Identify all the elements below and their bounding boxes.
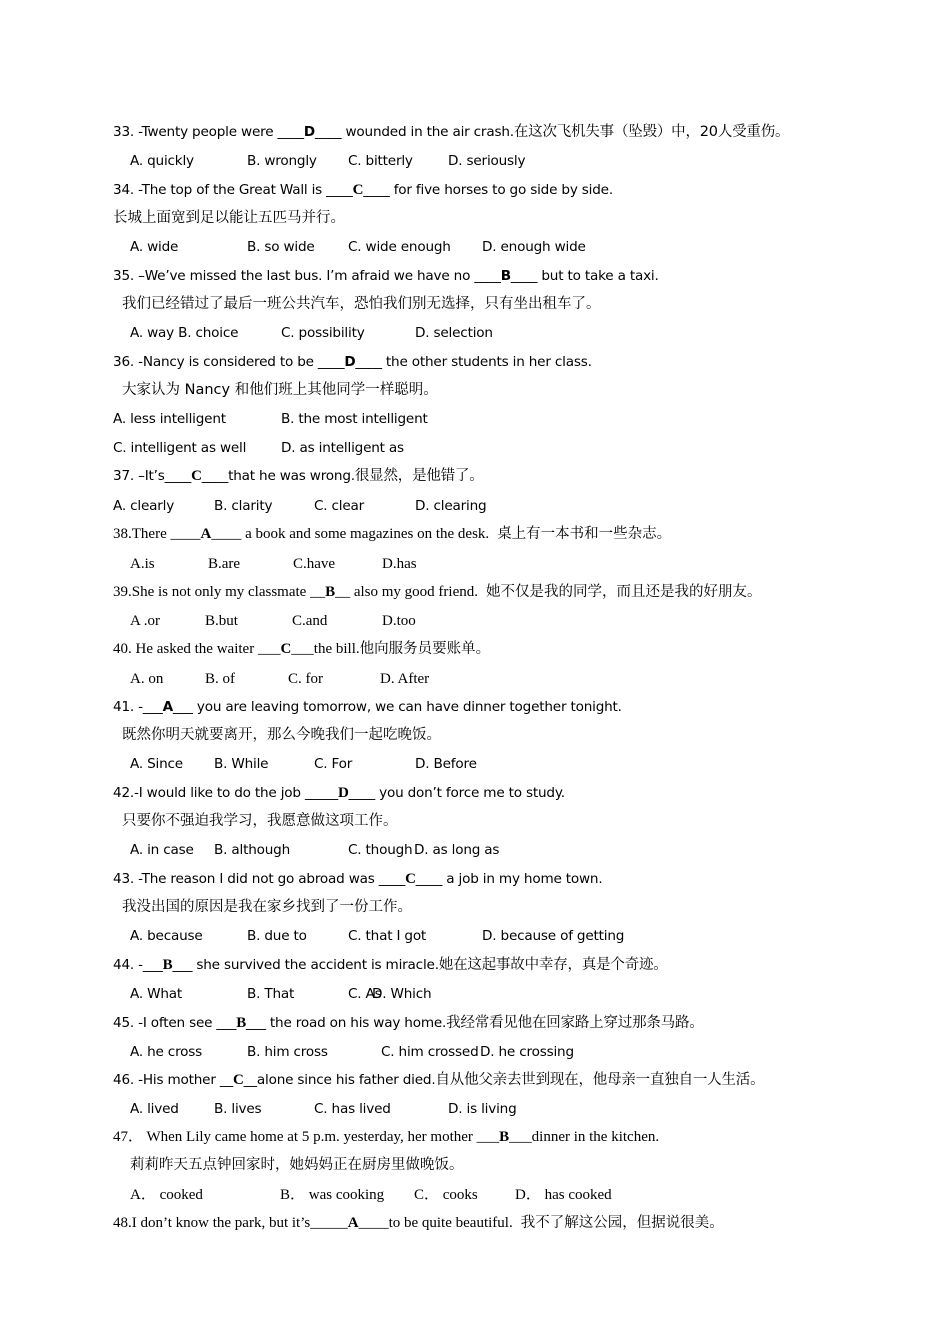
option-c: C. that I got bbox=[348, 928, 427, 944]
question-stem-tail: ____ a job in my home town. bbox=[415, 871, 603, 887]
option-d: D. he crossing bbox=[480, 1044, 574, 1060]
option-c: C. As bbox=[348, 986, 382, 1002]
question-40 bbox=[113, 640, 490, 658]
option-b: B. That bbox=[247, 986, 295, 1002]
option-d: D.has bbox=[382, 556, 417, 572]
option-a: A. wide bbox=[130, 239, 179, 255]
option-d: D. enough wide bbox=[482, 239, 586, 255]
question-stem: 42.-I would like to do the job _____ bbox=[113, 785, 338, 801]
option-d: D.too bbox=[382, 613, 416, 629]
question-stem: 34. -The top of the Great Wall is ____ bbox=[113, 182, 353, 198]
answer-letter: C bbox=[191, 468, 202, 484]
option-a: A. because bbox=[130, 928, 203, 944]
chinese-translation: 在这次飞机失事（坠毁）中，20人受重伤。 bbox=[513, 124, 790, 140]
option-a: A. he cross bbox=[130, 1044, 203, 1060]
question-stem-tail: ___dinner in the kitchen. bbox=[509, 1129, 660, 1145]
question-33 bbox=[113, 123, 789, 141]
answer-letter: B bbox=[325, 584, 336, 600]
chinese-translation: 既然你明天就要离开，那么今晚我们一起吃晚饭。 bbox=[122, 727, 441, 743]
option-b: B. lives bbox=[214, 1101, 262, 1117]
chinese-translation: 大家认为 Nancy 和他们班上其他同学一样聪明。 bbox=[122, 382, 438, 398]
option-b: B. although bbox=[214, 842, 290, 858]
option-b: B.but bbox=[205, 613, 238, 629]
option-d: D. After bbox=[380, 671, 430, 687]
option-b: B． was cooking bbox=[280, 1187, 385, 1203]
chinese-translation: 我们已经错过了最后一班公共汽车，恐怕我们别无选择，只有坐出租车了。 bbox=[122, 296, 601, 312]
option-d: D． has cooked bbox=[515, 1187, 612, 1203]
chinese-translation: 我没出国的原因是我在家乡找到了一份工作。 bbox=[122, 899, 412, 915]
option-d: D. selection bbox=[415, 325, 493, 341]
answer-letter: B bbox=[162, 957, 173, 973]
answer-letter: D bbox=[344, 354, 356, 370]
question-37 bbox=[113, 467, 484, 485]
option-a: A .or bbox=[130, 613, 160, 629]
chinese-translation: 莉莉昨天五点钟回家时，她妈妈正在厨房里做晚饭。 bbox=[130, 1157, 464, 1173]
question-stem-tail: ____to be quite beautiful. bbox=[358, 1215, 513, 1231]
answer-letter: D bbox=[303, 124, 315, 140]
answer-letter: C bbox=[280, 641, 292, 657]
option-d: D. as intelligent as bbox=[281, 440, 404, 456]
chinese-translation: 我不了解这公园，但据说很美。 bbox=[520, 1215, 724, 1231]
option-d: D. as long as bbox=[414, 842, 500, 858]
answer-letter: A bbox=[347, 1215, 359, 1231]
option-a: A. What bbox=[130, 986, 183, 1002]
question-41 bbox=[113, 698, 622, 716]
option-c: C. wide enough bbox=[348, 239, 451, 255]
option-c: C. clear bbox=[314, 498, 365, 514]
option-c: C. For bbox=[314, 756, 353, 772]
chinese-translation: 很显然，是他错了。 bbox=[354, 468, 484, 484]
chinese-translation: 她在这起事故中幸存，真是个奇迹。 bbox=[438, 957, 668, 973]
question-stem: 40. He asked the waiter ___ bbox=[113, 641, 281, 657]
option-b: B. the most intelligent bbox=[281, 411, 428, 427]
option-a: A. clearly bbox=[113, 498, 175, 514]
option-c: C. though bbox=[348, 842, 413, 858]
chinese-translation: 我经常看见他在回家路上穿过那条马路。 bbox=[446, 1015, 704, 1031]
option-c: C. possibility bbox=[281, 325, 365, 341]
option-c: C.have bbox=[293, 556, 336, 572]
question-stem: 45. -I often see ___ bbox=[113, 1015, 237, 1031]
option-a: A. Since bbox=[130, 756, 183, 772]
option-a: A.is bbox=[130, 556, 155, 572]
question-stem-tail: ____ for five horses to go side by side. bbox=[363, 182, 613, 198]
question-47 bbox=[113, 1128, 659, 1146]
option-b: B. due to bbox=[247, 928, 307, 944]
option-d: D. because of getting bbox=[482, 928, 625, 944]
answer-letter: C bbox=[405, 871, 416, 887]
question-38 bbox=[113, 525, 671, 543]
question-stem-tail: __ also my good friend. bbox=[335, 584, 478, 600]
question-stem-tail: ___ she survived the accident is miracle. bbox=[172, 957, 439, 973]
question-stem: 46. -His mother __ bbox=[113, 1072, 234, 1088]
option-a: A. quickly bbox=[130, 153, 194, 169]
option-b: B. so wide bbox=[247, 239, 315, 255]
option-d: D. is living bbox=[448, 1101, 517, 1117]
question-44 bbox=[113, 956, 668, 974]
question-42 bbox=[113, 784, 565, 802]
option-a: A． cooked bbox=[130, 1187, 203, 1203]
question-stem: 37. –It’s____ bbox=[113, 468, 192, 484]
option-d: D. clearing bbox=[415, 498, 487, 514]
option-c: C. him crossed bbox=[381, 1044, 479, 1060]
chinese-translation: 他向服务员要账单。 bbox=[359, 641, 491, 657]
question-stem-tail: ____that he was wrong. bbox=[201, 468, 355, 484]
question-stem: 39.She is not only my classmate __ bbox=[113, 584, 326, 600]
question-stem-tail: ____ you don’t force me to study. bbox=[348, 785, 565, 801]
question-stem: 36. -Nancy is considered to be ____ bbox=[113, 354, 345, 370]
question-46 bbox=[113, 1071, 764, 1089]
question-43 bbox=[113, 870, 602, 888]
question-34 bbox=[113, 181, 613, 199]
chinese-translation: 只要你不强迫我学习，我愿意做这项工作。 bbox=[122, 813, 398, 829]
option-c: C. bitterly bbox=[348, 153, 413, 169]
answer-letter: A bbox=[200, 526, 212, 542]
option-ab: A. way B. choice bbox=[130, 325, 239, 341]
answer-letter: B bbox=[236, 1015, 247, 1031]
chinese-translation: 她不仅是我的同学，而且还是我的好朋友。 bbox=[486, 584, 762, 600]
question-48 bbox=[113, 1214, 724, 1232]
option-b: B. him cross bbox=[247, 1044, 328, 1060]
option-d: D. Before bbox=[415, 756, 477, 772]
question-stem-tail: ___ the road on his way home. bbox=[246, 1015, 447, 1031]
option-a: A. less intelligent bbox=[113, 411, 226, 427]
question-stem: 48.I don’t know the park, but it’s_____ bbox=[113, 1215, 348, 1231]
question-36 bbox=[113, 353, 592, 371]
question-stem: 35. –We’ve missed the last bus. I’m afraid we have no ____ bbox=[113, 268, 501, 284]
answer-letter: A bbox=[162, 699, 173, 715]
question-stem-tail: ___ you are leaving tomorrow, we can have dinner together tonight. bbox=[172, 699, 622, 715]
option-a: A. on bbox=[130, 671, 164, 687]
answer-letter: C bbox=[233, 1072, 244, 1088]
question-stem: 33. -Twenty people were ____ bbox=[113, 124, 304, 140]
question-stem-tail: ____ the other students in her class. bbox=[355, 354, 592, 370]
option-b: B. clarity bbox=[214, 498, 273, 514]
question-45 bbox=[113, 1014, 704, 1032]
question-stem-tail: __alone since his father died. bbox=[243, 1072, 436, 1088]
answer-letter: B bbox=[499, 1129, 510, 1145]
question-stem: 41. -___ bbox=[113, 699, 163, 715]
option-a: A. in case bbox=[130, 842, 194, 858]
answer-letter: B bbox=[500, 268, 511, 284]
option-c: C. intelligent as well bbox=[113, 440, 247, 456]
question-stem-tail: ____ but to take a taxi. bbox=[510, 268, 659, 284]
answer-letter: D bbox=[337, 785, 349, 801]
question-stem-tail: ____ a book and some magazines on the desk. bbox=[211, 526, 490, 542]
question-stem: 44. -___ bbox=[113, 957, 163, 973]
chinese-translation: 桌上有一本书和一些杂志。 bbox=[497, 526, 672, 542]
question-stem-tail: ____ wounded in the air crash. bbox=[314, 124, 514, 140]
option-c: C.and bbox=[292, 613, 328, 629]
question-39 bbox=[113, 583, 762, 601]
option-a: A. lived bbox=[130, 1101, 179, 1117]
chinese-translation: 长城上面宽到足以能让五匹马并行。 bbox=[113, 210, 345, 226]
option-b: B. wrongly bbox=[247, 153, 317, 169]
option-c: C. has lived bbox=[314, 1101, 391, 1117]
option-d: D. seriously bbox=[448, 153, 526, 169]
option-d: D. Which bbox=[372, 986, 432, 1002]
option-b: B. While bbox=[214, 756, 269, 772]
option-b: B. of bbox=[205, 671, 235, 687]
chinese-translation: 自从他父亲去世到现在，他母亲一直独自一人生活。 bbox=[435, 1072, 765, 1088]
question-stem: 38.There ____ bbox=[113, 526, 201, 542]
question-stem: 47． When Lily came home at 5 p.m. yesterday, her mother ___ bbox=[113, 1129, 500, 1145]
option-c: C. for bbox=[288, 671, 323, 687]
option-b: B.are bbox=[208, 556, 241, 572]
answer-letter: C bbox=[352, 182, 364, 198]
question-35 bbox=[113, 267, 659, 285]
option-c: C． cooks bbox=[414, 1187, 478, 1203]
question-stem-tail: ___the bill. bbox=[291, 641, 360, 657]
question-stem: 43. -The reason I did not go abroad was ____ bbox=[113, 871, 406, 887]
